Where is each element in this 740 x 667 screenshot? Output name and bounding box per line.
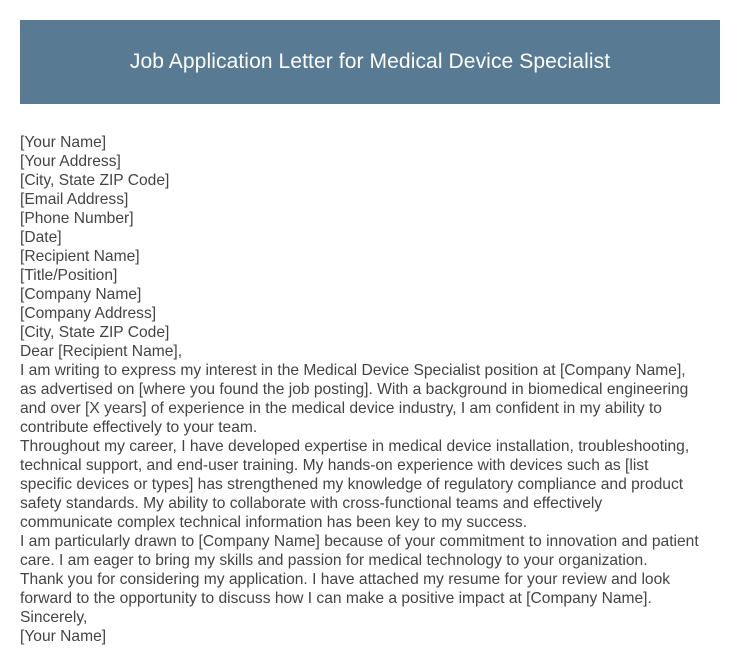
recipient-company: [Company Name]: [20, 286, 142, 303]
paragraph-motivation: [20, 532, 732, 570]
letter-body: [20, 133, 732, 646]
sender-phone: [Phone Number]: [20, 210, 134, 227]
sender-email: [Email Address]: [20, 191, 129, 208]
paragraph-line: specific devices or types] has strengthened my knowledge of regulatory compliance and product: [20, 476, 684, 493]
sender-address: [Your Address]: [20, 153, 121, 170]
paragraph-experience: [20, 437, 732, 532]
recipient-block: [20, 247, 732, 342]
paragraph-line: Thank you for considering my application. I have attached my resume for your review and look: [20, 571, 671, 588]
letter-date: [Date]: [20, 229, 62, 246]
recipient-name: [Recipient Name]: [20, 248, 140, 265]
paragraph-line: forward to the opportunity to discuss how I can make a positive impact at [Company Name].: [20, 590, 652, 607]
signature: [Your Name]: [20, 628, 107, 645]
page-title: Job Application Letter for Medical Device Specialist: [129, 50, 611, 73]
paragraph-intro: [20, 361, 732, 437]
recipient-title: [Title/Position]: [20, 267, 118, 284]
paragraph-line: and over [X years] of experience in the medical device industry, I am confident in my ability to: [20, 400, 662, 417]
paragraph-line: as advertised on [where you found the job posting]. With a background in biomedical engineering: [20, 381, 689, 398]
paragraph-line: Throughout my career, I have developed expertise in medical device installation, troubleshooting,: [20, 438, 690, 455]
paragraph-line: safety standards. My ability to collaborate with cross-functional teams and effectively: [20, 495, 603, 512]
closing: Sincerely,: [20, 609, 88, 626]
paragraph-thanks: [20, 570, 732, 608]
paragraph-line: technical support, and end-user training. My hands-on experience with devices such as [list: [20, 457, 649, 474]
recipient-address: [Company Address]: [20, 305, 157, 322]
paragraph-line: contribute effectively to your team.: [20, 419, 258, 436]
paragraph-line: care. I am eager to bring my skills and passion for medical technology to your organization.: [20, 552, 648, 569]
sender-name: [Your Name]: [20, 134, 107, 151]
paragraph-line: I am writing to express my interest in the Medical Device Specialist position at [Company Name],: [20, 362, 686, 379]
sender-block: [20, 133, 732, 247]
salutation: Dear [Recipient Name],: [20, 343, 183, 360]
recipient-city-state-zip: [City, State ZIP Code]: [20, 324, 170, 341]
paragraph-line: communicate complex technical information has been key to my success.: [20, 514, 528, 531]
paragraph-line: I am particularly drawn to [Company Name] because of your commitment to innovation and patient: [20, 533, 699, 550]
page-header: [20, 20, 720, 104]
sender-city-state-zip: [City, State ZIP Code]: [20, 172, 170, 189]
